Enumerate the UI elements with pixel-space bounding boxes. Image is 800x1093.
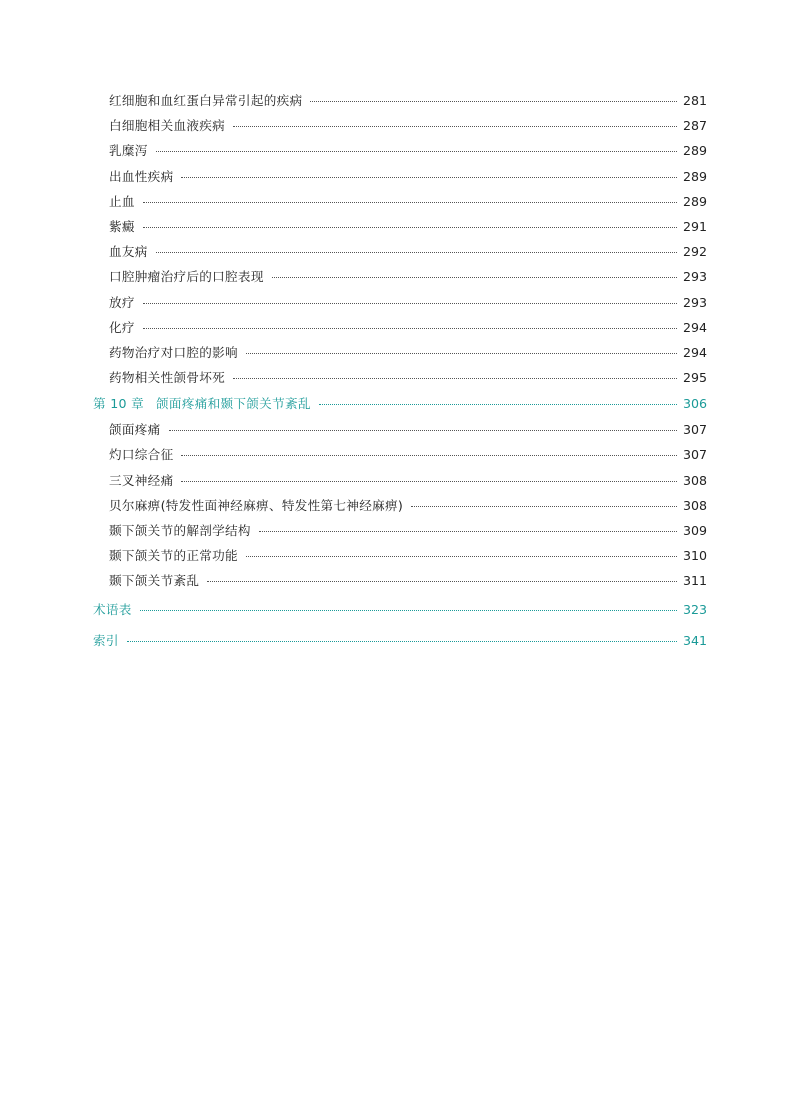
toc-entry-title: 颞下颌关节的正常功能 — [109, 548, 238, 564]
toc-entry-page: 309 — [682, 523, 707, 538]
toc-entry-title: 口腔肿瘤治疗后的口腔表现 — [109, 269, 264, 285]
toc-chapter-10[interactable] — [93, 390, 707, 417]
toc-entry[interactable] — [93, 442, 707, 467]
toc-entry-title: 放疗 — [109, 294, 135, 310]
dot-leader — [319, 404, 677, 405]
toc-entry[interactable] — [93, 340, 707, 365]
toc-entry-page: 307 — [682, 422, 707, 438]
dot-leader — [169, 430, 677, 431]
toc-entry[interactable] — [93, 88, 707, 113]
toc-glossary-page: 323 — [682, 601, 707, 617]
toc-entry-title: 颞下颌关节的解剖学结构 — [109, 523, 251, 538]
dot-leader — [143, 227, 677, 228]
toc-entry[interactable] — [93, 138, 707, 163]
toc-entry-title: 灼口综合征 — [109, 447, 174, 463]
toc-entry[interactable] — [93, 164, 707, 189]
toc-entry[interactable] — [93, 113, 707, 138]
toc-index-page: 341 — [682, 632, 707, 648]
toc-entry-page: 289 — [682, 168, 707, 184]
dot-leader — [181, 177, 676, 178]
toc-index-title: 索引 — [93, 632, 119, 648]
toc-glossary-title: 术语表 — [93, 601, 132, 617]
toc-entry-page: 289 — [682, 143, 707, 159]
toc-entry-title: 化疗 — [109, 319, 135, 335]
dot-leader — [156, 151, 677, 152]
toc-entry[interactable] — [93, 239, 707, 264]
dot-leader — [156, 252, 677, 253]
toc-entry-page: 311 — [682, 573, 707, 589]
toc-entry-page: 293 — [682, 269, 707, 285]
dot-leader — [233, 126, 677, 127]
toc-glossary[interactable] — [93, 594, 707, 625]
dot-leader — [127, 641, 677, 642]
toc-chapter-page: 306 — [682, 396, 707, 412]
toc-entry-page: 293 — [682, 294, 707, 310]
dot-leader — [310, 101, 677, 102]
toc-entry[interactable] — [93, 568, 707, 593]
toc-entry-page: 308 — [682, 497, 707, 513]
toc-entry-title: 止血 — [109, 193, 135, 209]
toc-entry[interactable] — [93, 543, 707, 568]
table-of-contents — [93, 88, 707, 656]
toc-entry-title: 血友病 — [109, 244, 148, 260]
toc-entry[interactable] — [93, 290, 707, 315]
toc-entry-page: 289 — [682, 193, 707, 209]
dot-leader — [140, 610, 677, 611]
toc-entry[interactable] — [93, 365, 707, 390]
dot-leader — [233, 378, 677, 379]
toc-entry[interactable] — [93, 493, 707, 518]
toc-entry-title: 贝尔麻痹(特发性面神经麻痹、特发性第七神经麻痹) — [109, 497, 404, 513]
toc-entry-page: 308 — [682, 472, 707, 488]
toc-entry-page: 295 — [682, 370, 707, 386]
toc-entry[interactable] — [93, 214, 707, 239]
dot-leader — [411, 506, 677, 507]
toc-entry-page: 310 — [682, 548, 707, 564]
toc-entry-title: 白细胞相关血液疾病 — [109, 118, 226, 134]
chapter-number: 第 10 章 — [93, 396, 145, 412]
dot-leader — [272, 277, 677, 278]
toc-entry-title: 药物治疗对口腔的影响 — [109, 344, 238, 360]
dot-leader — [246, 353, 677, 354]
toc-entry[interactable] — [93, 518, 707, 543]
dot-leader — [181, 455, 676, 456]
toc-entry-page: 281 — [682, 93, 707, 108]
dot-leader — [246, 556, 677, 557]
dot-leader — [143, 303, 677, 304]
toc-entry-page: 292 — [682, 244, 707, 260]
toc-entry-title: 药物相关性颌骨坏死 — [109, 370, 226, 386]
toc-entry-title: 三叉神经痛 — [109, 472, 174, 488]
chapter-name: 颌面疼痛和颞下颌关节紊乱 — [156, 396, 311, 412]
toc-entry[interactable] — [93, 468, 707, 493]
toc-entry[interactable] — [93, 189, 707, 214]
toc-entry-page: 307 — [682, 447, 707, 463]
toc-index[interactable] — [93, 625, 707, 656]
toc-entry-title: 红细胞和血红蛋白异常引起的疾病 — [109, 93, 303, 108]
toc-entry-title: 颞下颌关节紊乱 — [109, 573, 200, 589]
toc-entry-page: 287 — [682, 118, 707, 134]
toc-entry-title: 紫癜 — [109, 218, 135, 234]
dot-leader — [207, 581, 677, 582]
dot-leader — [259, 531, 677, 532]
toc-entry-page: 291 — [682, 218, 707, 234]
toc-entry-title: 出血性疾病 — [109, 168, 174, 184]
toc-entry-title: 颌面疼痛 — [109, 422, 161, 438]
toc-entry-title: 乳糜泻 — [109, 143, 148, 159]
dot-leader — [143, 202, 677, 203]
dot-leader — [143, 328, 677, 329]
toc-entry-page: 294 — [682, 344, 707, 360]
toc-entry-page: 294 — [682, 319, 707, 335]
toc-chapter-title — [93, 390, 311, 417]
toc-entry[interactable] — [93, 417, 707, 442]
dot-leader — [181, 481, 676, 482]
toc-entry[interactable] — [93, 315, 707, 340]
toc-entry[interactable] — [93, 264, 707, 289]
